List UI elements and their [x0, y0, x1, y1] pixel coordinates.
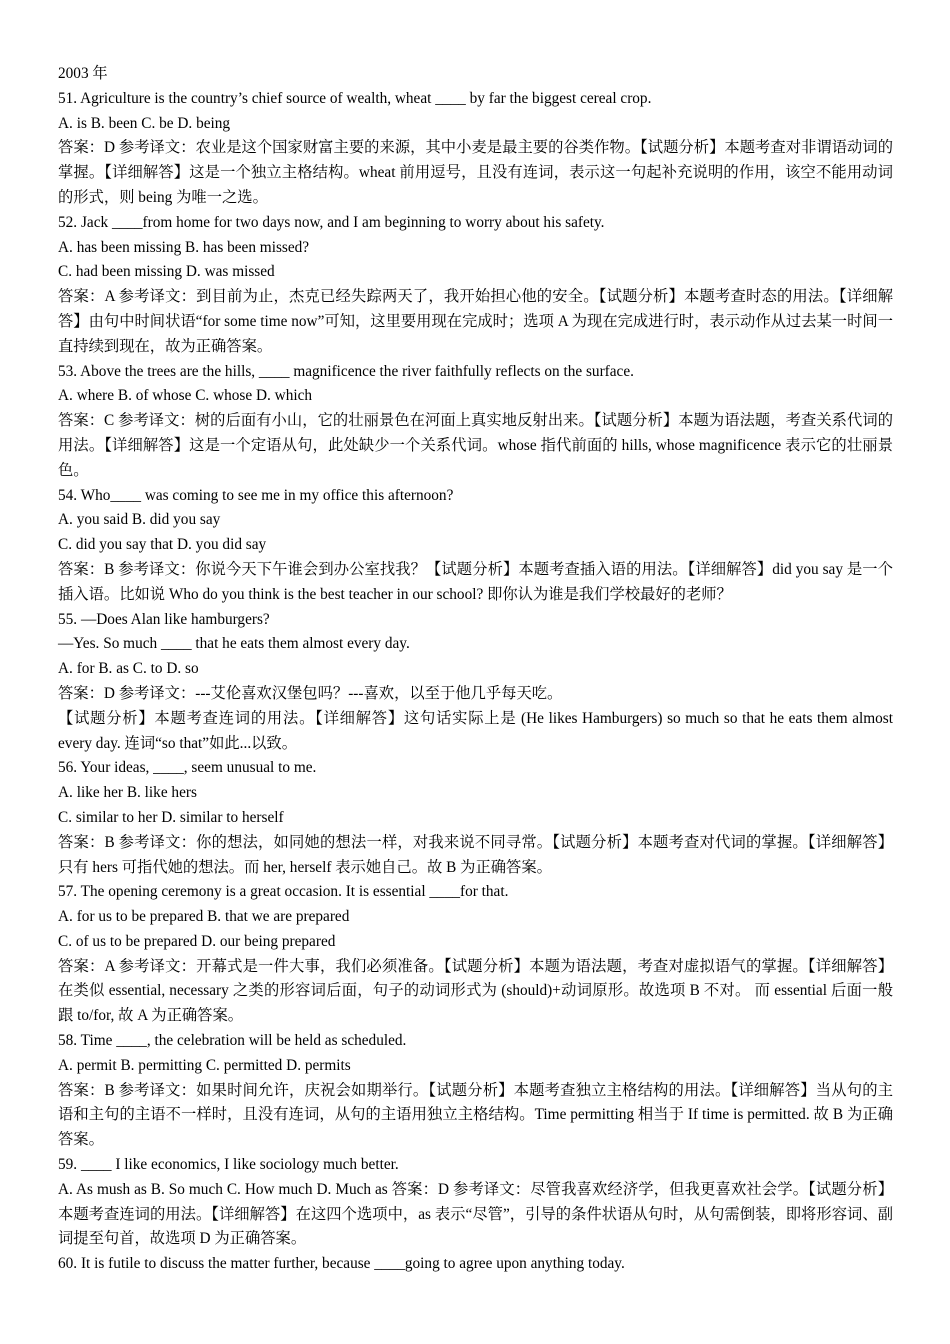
question-51-answer: 答案：D 参考译文：农业是这个国家财富主要的来源，其中小麦是最主要的谷类作物。【试题分析】本题考查对非谓语动词的掌握。【详细解答】这是一个独立主格结构。wheat 前用逗号，且没有连词，表示这一句起补充说明的作用，该空不能用动词的形式，则 being 为唯一之选。: [58, 139, 893, 206]
question-57-options: A. for us to be prepared B. that we are prepared: [58, 908, 350, 926]
question-56-answer: 答案：B 参考译文：你的想法，如同她的想法一样，对我来说不同寻常。【试题分析】本题考查对代词的掌握。【详细解答】 只有 hers 可指代她的想法。而 her, herself 表示她自己。故 B 为正确答案。: [58, 833, 893, 876]
question-59-answer: A. As mush as B. So much C. How much D. Much as 答案：D 参考译文：尽管我喜欢经济学，但我更喜欢社会学。【试题分析】本题考查连词的用法。【详细解答】在这四个选项中，as 表示“尽管”，引导的条件状语从句时，从句需倒装，即将形容词、副词提至句首，故选项 D 为正确答案。: [58, 1180, 893, 1248]
question-58-answer: 答案：B 参考译文：如果时间允许，庆祝会如期举行。【试题分析】本题考查独立主格结构的用法。【详细解答】当从句的主语和主句的主语不一样时，且没有连词，从句的主语用独立主格结构。Time permitting 相当于 If time is permitted. 故 B 为正确答案。: [58, 1081, 893, 1149]
question-55-answer: 【试题分析】本题考查连词的用法。【详细解答】这句话实际上是 (He likes Hamburgers) so much so that he eats them almost every day. 连词“so that”如此...以致。: [58, 709, 893, 752]
question-57-stem: 57. The opening ceremony is a great occasion. It is essential ____for that.: [58, 883, 509, 901]
question-53-stem: 53. Above the trees are the hills, ____ magnificence the river faithfully reflects on the surface.: [58, 362, 634, 380]
question-53-options: A. where B. of whose C. whose D. which: [58, 387, 313, 405]
question-54-stem: 54. Who____ was coming to see me in my office this afternoon?: [58, 486, 454, 504]
question-54-answer: 答案：B 参考译文：你说今天下午谁会到办公室找我？【试题分析】本题考查插入语的用法。【详细解答】did you say 是一个插入语。比如说 Who do you think is the best teacher in our school? 即你认为谁是我们学校最好的老师？: [58, 560, 893, 603]
question-60-stem: 60. It is futile to discuss the matter further, because ____going to agree upon anything today.: [58, 1255, 625, 1273]
question-51-options: A. is B. been C. be D. being: [58, 114, 231, 132]
question-52-answer: 答案：A 参考译文：到目前为止，杰克已经失踪两天了，我开始担心他的安全。【试题分析】本题考查时态的用法。【详细解答】由句中时间状语“for some time now”可知，这里要用现在完成时；选项 A 为现在完成进行时，表示动作从过去某一时间一直持续到现在，故为正确答案。: [58, 288, 893, 355]
year-heading: 2003 年: [58, 65, 108, 82]
question-52-options: A. has been missing B. has been missed?: [58, 238, 310, 256]
question-58-options: A. permit B. permitting C. permitted D. permits: [58, 1056, 351, 1074]
question-55-stem: 55. —Does Alan like hamburgers?: [58, 610, 270, 628]
question-57-options: C. of us to be prepared D. our being prepared: [58, 932, 336, 950]
question-52-options: C. had been missing D. was missed: [58, 263, 275, 281]
question-51-stem: 51. Agriculture is the country’s chief source of wealth, wheat ____ by far the biggest cereal crop.: [58, 89, 652, 107]
question-53-answer: 答案：C 参考译文：树的后面有小山，它的壮丽景色在河面上真实地反射出来。【试题分析】本题为语法题，考查关系代词的用法。【详细解答】这是一个定语从句，此处缺少一个关系代词。whose 指代前面的 hills, whose magnificence 表示它的壮丽景色。: [58, 412, 893, 479]
question-56-stem: 56. Your ideas, ____, seem unusual to me.: [58, 759, 317, 777]
question-58-stem: 58. Time ____, the celebration will be held as scheduled.: [58, 1032, 407, 1050]
question-54-options: C. did you say that D. you did say: [58, 536, 267, 554]
question-55-answer-key: 答案：D 参考译文：---艾伦喜欢汉堡包吗？---喜欢，以至于他几乎每天吃。: [58, 684, 563, 702]
question-56-options: C. similar to her D. similar to herself: [58, 808, 284, 826]
question-56-options: A. like her B. like hers: [58, 784, 197, 802]
question-59-stem: 59. ____ I like economics, I like sociology much better.: [58, 1156, 399, 1174]
question-55-reply: —Yes. So much ____ that he eats them almost every day.: [58, 635, 410, 653]
question-55-options: A. for B. as C. to D. so: [58, 660, 199, 678]
question-52-stem: 52. Jack ____from home for two days now, and I am beginning to worry about his safety.: [58, 213, 605, 231]
question-57-answer: 答案：A 参考译文：开幕式是一件大事，我们必须准备。【试题分析】本题为语法题，考查对虚拟语气的掌握。【详细解答】 在类似 essential, necessary 之类的形容词后面，句子的动词形式为 (should)+动词原形。故选项 B 不对。 而 essential 后面一般跟 to/for, 故 A 为正确答案。: [58, 957, 893, 1025]
question-54-options: A. you said B. did you say: [58, 511, 221, 529]
